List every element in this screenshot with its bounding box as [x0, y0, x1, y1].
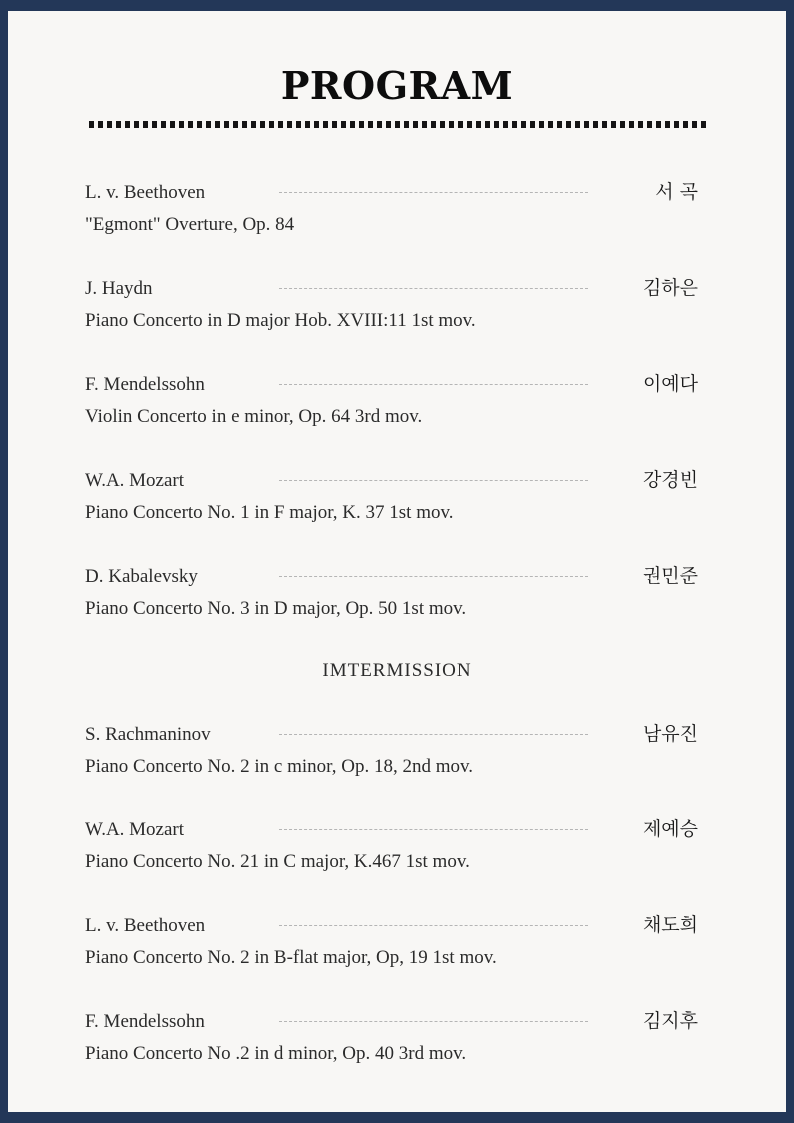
work-title: Piano Concerto No. 21 in C major, K.467 1st mov. — [85, 851, 470, 872]
work-title: Piano Concerto No. 2 in B-flat major, Op, 19 1st mov. — [85, 947, 497, 968]
work-title: Piano Concerto No. 2 in c minor, Op. 18, 2nd mov. — [85, 756, 473, 777]
performer-name: 이예다 — [642, 373, 698, 395]
composer-name: W.A. Mozart — [85, 819, 185, 840]
work-title: Piano Concerto No. 1 in F major, K. 37 1st mov. — [85, 502, 454, 523]
composer-name: F. Mendelssohn — [85, 1011, 205, 1032]
program-item — [8, 723, 786, 783]
performer-name: 채도희 — [642, 914, 698, 936]
program-item — [8, 469, 786, 529]
program-item — [8, 373, 786, 433]
dotted-leader — [279, 925, 588, 926]
dotted-leader — [279, 384, 588, 385]
program-item — [8, 818, 786, 878]
program-item — [8, 914, 786, 974]
dotted-leader — [279, 480, 588, 481]
dotted-leader — [279, 1021, 588, 1022]
page-title: PROGRAM — [280, 63, 514, 108]
work-title: Violin Concerto in e minor, Op. 64 3rd mov. — [85, 406, 423, 427]
program-item — [8, 181, 786, 241]
dotted-leader — [279, 734, 588, 735]
program-list — [8, 11, 786, 1112]
performer-name: 제예승 — [642, 818, 698, 840]
dotted-leader — [279, 576, 588, 577]
composer-name: F. Mendelssohn — [85, 374, 205, 395]
performer-name: 강경빈 — [642, 469, 698, 491]
dotted-leader — [279, 288, 588, 289]
program-page — [8, 11, 786, 1112]
dotted-leader — [279, 829, 588, 830]
program-item — [8, 565, 786, 625]
performer-name: 남유진 — [642, 723, 698, 745]
composer-name: L. v. Beethoven — [85, 182, 206, 203]
performer-name: 서 곡 — [655, 181, 698, 203]
performer-name: 김하은 — [642, 277, 698, 299]
performer-name: 권민준 — [642, 565, 698, 587]
performer-name: 김지후 — [642, 1010, 698, 1032]
program-item — [8, 277, 786, 337]
composer-name: W.A. Mozart — [85, 470, 185, 491]
work-title: Piano Concerto in D major Hob. XVIII:11 1st mov. — [85, 310, 476, 331]
dotted-leader — [279, 192, 588, 193]
work-title: "Egmont" Overture, Op. 84 — [85, 214, 295, 235]
work-title: Piano Concerto No .2 in d minor, Op. 40 3rd mov. — [85, 1043, 467, 1064]
composer-name: S. Rachmaninov — [85, 724, 211, 745]
composer-name: J. Haydn — [85, 278, 153, 299]
program-item — [8, 1010, 786, 1070]
intermission-label: IMTERMISSION — [322, 660, 472, 681]
work-title: Piano Concerto No. 3 in D major, Op. 50 1st mov. — [85, 598, 467, 619]
composer-name: D. Kabalevsky — [85, 566, 198, 587]
composer-name: L. v. Beethoven — [85, 915, 206, 936]
